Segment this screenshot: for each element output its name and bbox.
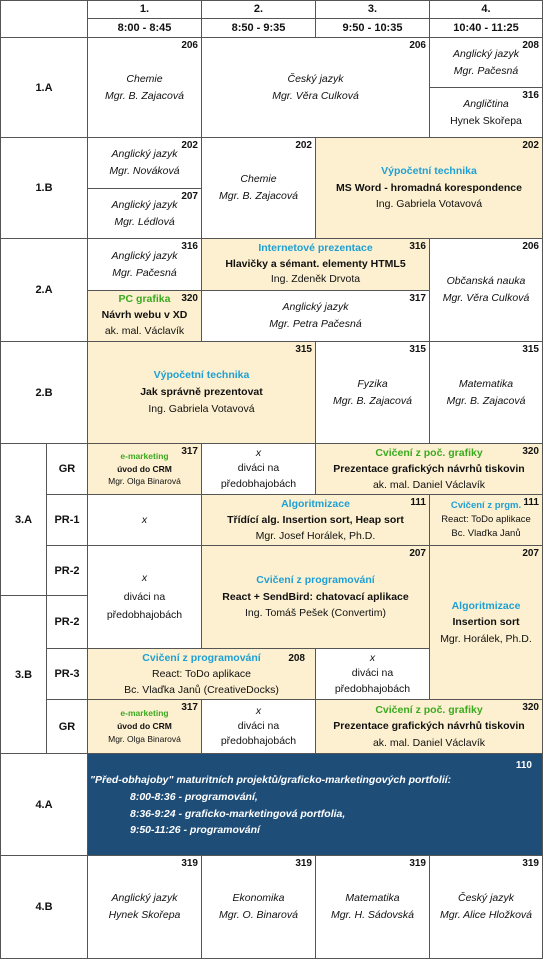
- lesson-topic: MS Word - hromadná korespondence: [336, 181, 522, 194]
- lesson-topic: React + SendBird: chatovací aplikace: [222, 590, 409, 603]
- group-label-pr3: PR-3: [46, 648, 88, 700]
- lesson-2a-p1-b: [87, 290, 202, 342]
- room-number: 202: [181, 140, 198, 151]
- class-label-1b: 1.B: [0, 137, 88, 239]
- lesson-category: Výpočetní technika: [153, 369, 250, 382]
- room-number: 206: [409, 40, 426, 51]
- room-number: 315: [409, 344, 426, 355]
- announcement-line: 9:50-11:26 - programování: [130, 824, 260, 837]
- corner-cell: [0, 0, 88, 38]
- class-label-4a: 4.A: [0, 753, 88, 856]
- subject: Anglický jazyk: [111, 198, 178, 211]
- period-header-1: [87, 0, 202, 38]
- room-number: 320: [522, 446, 539, 457]
- period-header-3: [315, 0, 430, 38]
- teacher: Mgr. H. Sádovská: [330, 909, 415, 921]
- room-number: 316: [409, 241, 426, 252]
- room-number: 208: [522, 40, 539, 51]
- teacher: Mgr. B. Zajacová: [105, 89, 184, 102]
- lesson-3-gr2-p2: [201, 699, 316, 754]
- lesson-category: Cvičení z prgm.: [450, 499, 522, 511]
- room-number: 319: [181, 858, 198, 869]
- group-label-pr2-a: PR-2: [46, 545, 88, 596]
- subject: Angličtina: [463, 97, 509, 110]
- group-label-gr-2: GR: [46, 699, 88, 754]
- note-line: předobhajobách: [106, 609, 183, 622]
- lesson-topic: Insertion sort: [452, 616, 520, 629]
- lesson-3-pr2-p4: [429, 545, 543, 700]
- room-number: 316: [522, 90, 539, 101]
- lesson-4b-p2: [201, 855, 316, 959]
- note-line: předobhajobách: [220, 477, 297, 490]
- announcement-line: 8:00-8:36 - programování,: [130, 790, 258, 803]
- lesson-3-pr2-p2-3: [201, 545, 430, 649]
- room-number: 317: [409, 293, 426, 304]
- teacher: Bc. Vlaďka Janů (CreativeDocks): [124, 684, 279, 697]
- lesson-3-pr1-p4: [429, 494, 543, 546]
- room-number: 319: [522, 858, 539, 869]
- teacher: Mgr. O. Binarová: [219, 909, 298, 921]
- group-label-pr2-b: PR-2: [46, 595, 88, 649]
- lesson-4b-p4: [429, 855, 543, 959]
- period-header-4: [429, 0, 543, 38]
- lesson-3-gr-p3-4: [315, 443, 543, 495]
- lesson-topic: Prezentace grafických návrhů tiskovin: [333, 462, 525, 475]
- lesson-topic: Návrh webu v XD: [101, 309, 188, 322]
- lesson-category: Algoritmizace: [281, 497, 350, 510]
- teacher: Mgr. Lédlová: [114, 215, 175, 228]
- lesson-topic: Třídící alg. Insertion sort, Heap sort: [227, 513, 404, 526]
- lesson-topic: Jak správně prezentovat: [140, 386, 263, 399]
- room-number: 202: [522, 140, 539, 151]
- lesson-2b-p4: [429, 341, 543, 444]
- lesson-1b-p1-a: [87, 137, 202, 189]
- group-label-gr: GR: [46, 443, 88, 495]
- lesson-1b-p2: [201, 137, 316, 239]
- announcement-heading: "Před-obhajoby" maturitních projektů/graficko-marketingových portfolií:: [90, 774, 452, 786]
- period-number: 1.: [88, 1, 201, 19]
- teacher: Mgr. B. Zajacová: [446, 394, 526, 407]
- teacher: Mgr. Horálek, Ph.D.: [440, 632, 532, 645]
- lesson-category: Cvičení z poč. grafiky: [375, 704, 483, 717]
- lesson-1b-p3-4: [315, 137, 543, 239]
- teacher: ak. mal. Daniel Václavík: [372, 736, 486, 749]
- group-label-pr1: PR-1: [46, 494, 88, 546]
- note-line: diváci na: [237, 462, 280, 475]
- teacher: Ing. Zdeněk Drvota: [270, 273, 361, 286]
- teacher: Mgr. B. Zajacová: [333, 394, 412, 407]
- subject: Anglický jazyk: [111, 249, 178, 262]
- lesson-category: Cvičení z poč. grafiky: [375, 446, 483, 459]
- lesson-category: Algoritmizace: [451, 600, 521, 613]
- teacher: Mgr. Josef Horálek, Ph.D.: [255, 530, 376, 543]
- room-number: 208: [288, 653, 305, 664]
- lesson-3-pr1-p2-3: [201, 494, 430, 546]
- lesson-3-pr3-p3: [315, 648, 430, 700]
- teacher: Hynek Skořepa: [450, 114, 522, 127]
- room-number: 320: [522, 702, 539, 713]
- lesson-4a-all-day: [87, 753, 543, 856]
- subject: Anglický jazyk: [111, 148, 178, 161]
- room-number: 111: [410, 497, 426, 508]
- teacher: Mgr. B. Zajacová: [219, 190, 298, 202]
- lesson-3-pr3-p1-2: [87, 648, 316, 700]
- class-label-1a: 1.A: [0, 37, 88, 138]
- room-number: 202: [295, 140, 312, 151]
- lesson-2b-p1-2: [87, 341, 316, 444]
- lesson-topic: React: ToDo aplikace: [441, 513, 531, 525]
- note-line: předobhajobách: [220, 735, 297, 748]
- period-number: 2.: [202, 1, 315, 19]
- lesson-category: Cvičení z programování: [142, 651, 261, 664]
- lesson-topic: Prezentace grafických návrhů tiskovin: [333, 720, 525, 733]
- lesson-category: Internetové prezentace: [258, 241, 373, 254]
- lesson-1a-p4-a: [429, 37, 543, 88]
- teacher: Ing. Tomáš Pešek (Convertim): [244, 607, 387, 620]
- room-number: 110: [515, 760, 532, 771]
- period-time: 9:50 - 10:35: [342, 22, 403, 34]
- lesson-category: PC grafika: [118, 293, 171, 306]
- teacher: Hynek Skořepa: [108, 909, 181, 921]
- subject: Chemie: [126, 72, 163, 85]
- subject: Matematika: [345, 892, 400, 905]
- subject: Anglický jazyk: [282, 301, 349, 314]
- lesson-3-gr-p2: [201, 443, 316, 495]
- teacher: ak. mal. Daniel Václavík: [372, 479, 486, 492]
- period-number: 3.: [316, 1, 429, 19]
- room-number: 206: [522, 241, 539, 252]
- teacher: Mgr. Alice Hložková: [440, 909, 532, 921]
- room-number: 320: [181, 293, 198, 304]
- teacher: Mgr. Věra Culková: [272, 89, 359, 102]
- teacher: Mgr. Pačesná: [112, 266, 177, 279]
- absence-mark: x: [141, 571, 148, 584]
- announcement-line: 8:36-9:24 - graficko-marketingová portfolia,: [130, 807, 346, 820]
- lesson-2b-p3: [315, 341, 430, 444]
- period-time: 10:40 - 11:25: [453, 22, 519, 34]
- lesson-category: e-marketing: [120, 708, 169, 719]
- lesson-3-gr-p1: [87, 443, 202, 495]
- lesson-1b-p1-b: [87, 188, 202, 239]
- subject: Anglický jazyk: [111, 892, 178, 905]
- teacher: Mgr. Nováková: [109, 165, 180, 177]
- subject: Fyzika: [357, 377, 388, 390]
- teacher: ak. mal. Václavík: [104, 324, 185, 337]
- absence-mark: x: [141, 513, 148, 526]
- room-number: 207: [181, 191, 198, 202]
- lesson-4b-p1: [87, 855, 202, 959]
- absence-mark: x: [369, 652, 376, 665]
- period-header-2: [201, 0, 316, 38]
- room-number: 317: [181, 702, 198, 713]
- subject: Občanská nauka: [446, 275, 526, 288]
- note-line: diváci na: [351, 667, 394, 680]
- lesson-category: Výpočetní technika: [381, 164, 477, 177]
- note-line: předobhajobách: [334, 682, 411, 695]
- absence-mark: x: [255, 447, 262, 460]
- lesson-3-pr2-p1: [87, 545, 202, 649]
- absence-mark: x: [255, 704, 262, 717]
- subject: Anglický jazyk: [453, 47, 519, 60]
- room-number: 207: [409, 548, 426, 559]
- teacher: Mgr. Pačesná: [453, 64, 519, 77]
- subject: Chemie: [240, 173, 277, 186]
- lesson-3-gr2-p3-4: [315, 699, 543, 754]
- room-number: 316: [181, 241, 198, 252]
- class-label-3a: 3.A: [0, 443, 47, 596]
- period-number: 4.: [430, 1, 542, 19]
- teacher: Mgr. Olga Binarová: [108, 476, 181, 487]
- subject: Matematika: [458, 377, 514, 390]
- lesson-1a-p4-b: [429, 87, 543, 138]
- teacher: Mgr. Olga Binarová: [108, 733, 181, 744]
- room-number: 207: [522, 548, 539, 559]
- lesson-1a-p2-3: [201, 37, 430, 138]
- room-number: 317: [181, 446, 198, 457]
- lesson-2a-p4: [429, 238, 543, 342]
- lesson-topic: Hlavičky a sémant. elementy HTML5: [225, 257, 406, 270]
- lesson-3-pr1-p1: [87, 494, 202, 546]
- subject: Český jazyk: [287, 72, 344, 85]
- class-label-2b: 2.B: [0, 341, 88, 444]
- teacher: Mgr. Věra Culková: [442, 292, 530, 304]
- teacher: Bc. Vlaďka Janů: [451, 528, 521, 540]
- lesson-3-gr2-p1: [87, 699, 202, 754]
- teacher: Ing. Gabriela Votavová: [375, 198, 483, 211]
- class-label-4b: 4.B: [0, 855, 88, 959]
- note-line: diváci na: [237, 719, 280, 732]
- room-number: 315: [522, 344, 539, 355]
- teacher: Ing. Gabriela Votavová: [148, 402, 255, 415]
- period-time: 8:00 - 8:45: [117, 22, 172, 34]
- lesson-1a-p1: [87, 37, 202, 138]
- room-number: 206: [181, 40, 198, 51]
- room-number: 111: [523, 497, 539, 508]
- lesson-2a-p1-a: [87, 238, 202, 291]
- lesson-category: Cvičení z programování: [256, 573, 375, 586]
- note-line: diváci na: [123, 590, 166, 603]
- lesson-4b-p3: [315, 855, 430, 959]
- class-label-3b: 3.B: [0, 595, 47, 754]
- class-label-2a: 2.A: [0, 238, 88, 342]
- period-time: 8:50 - 9:35: [231, 22, 286, 34]
- teacher: Mgr. Petra Pačesná: [269, 318, 362, 330]
- room-number: 319: [409, 858, 426, 869]
- subject: Ekonomika: [232, 892, 285, 905]
- lesson-2a-p2-3-b: [201, 290, 430, 342]
- subject: Český jazyk: [457, 892, 514, 905]
- lesson-topic: úvod do CRM: [117, 721, 172, 732]
- lesson-category: e-marketing: [120, 450, 169, 461]
- room-number: 315: [295, 344, 312, 355]
- lesson-topic: úvod do CRM: [117, 463, 172, 474]
- lesson-2a-p2-3-a: [201, 238, 430, 291]
- room-number: 319: [295, 858, 312, 869]
- lesson-topic: React: ToDo aplikace: [151, 667, 252, 680]
